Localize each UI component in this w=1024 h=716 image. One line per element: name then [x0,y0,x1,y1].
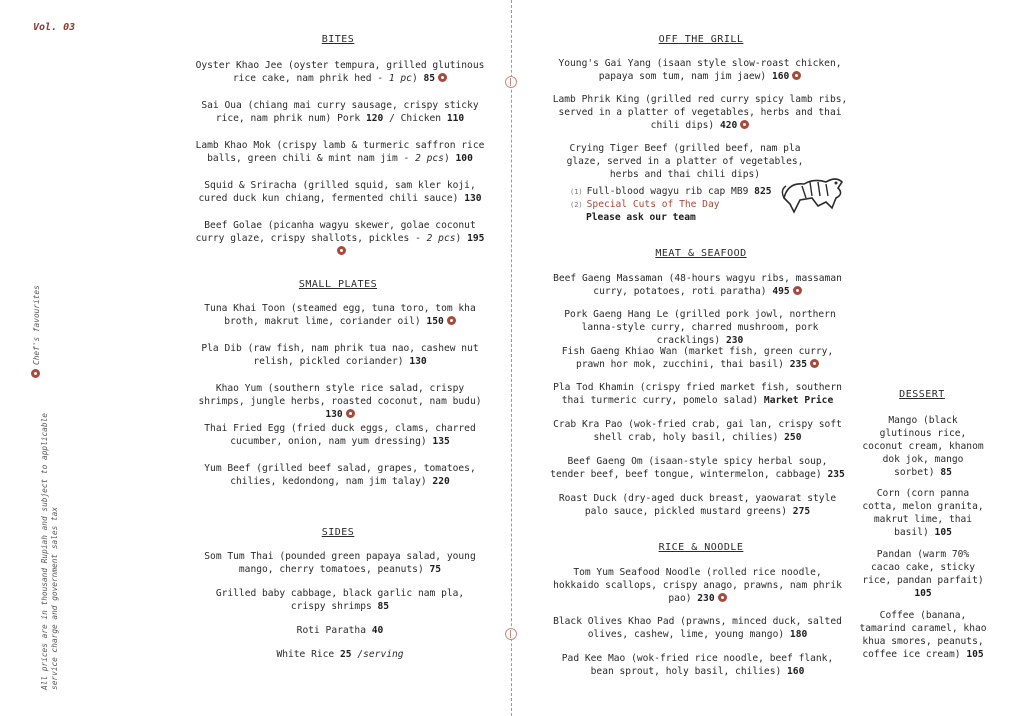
chef-favourite-icon [447,316,456,325]
chef-favourite-icon [740,120,749,129]
menu-item: Roast Duck (dry-aged duck breast, yaowarat style palo sauce, pickled mustard greens) 275 [558,493,837,517]
menu-item: Grilled baby cabbage, black garlic nam pla, crispy shrimps 85 [215,588,465,612]
menu-item: Corn (corn panna cotta, melon granita, makrut lime, thai basil) 105 [862,488,984,538]
ring-binding-icon [505,76,517,88]
price-note-line: All prices are in thousand Rupiah and subject to applicable [40,413,49,690]
tiger-illustration-icon [778,168,848,216]
chef-favourite-icon [346,409,355,418]
menu-item: Pandan (warm 70% cacao cake, sticky rice, pandan parfait) 105 [862,549,984,599]
chef-favourite-icon [718,593,727,602]
favourites-legend [31,285,41,378]
section-title-dessert: DESSERT [899,389,945,400]
menu-item: Mango (black glutinous rice, coconut cream, khanom dok jok, mango sorbet) 85 [862,415,984,478]
menu-option: (1) Full-blood wagyu rib cap MB9 825 [570,186,772,197]
favourites-label: Chef's favourites [32,285,41,365]
section-title-small-plates: SMALL PLATES [298,279,378,290]
chef-favourite-icon [31,369,40,378]
menu-item: Coffee (banana, tamarind caramel, khao khua smores, peanuts, coffee ice cream) 105 [859,610,987,660]
menu-item: Squid & Sriracha (grilled squid, sam kler koji, cured duck kun chiang, fermented chili sauce) 130 [198,180,482,204]
chef-favourite-icon [337,246,346,255]
menu-item: Young's Gai Yang (isaan style slow-roast chicken, papaya som tum, nam jim jaew) 160 [558,58,842,82]
chef-favourite-icon [810,359,819,368]
section-title-rice-noodle: RICE & NOODLE [658,542,744,553]
section-title-meat-seafood: MEAT & SEAFOOD [655,248,747,259]
menu-item: Tuna Khai Toon (steamed egg, tuna toro, tom kha broth, makrut lime, coriander oil) 150 [204,303,476,327]
menu-item: Black Olives Khao Pad (prawns, minced duck, salted olives, cashew, lime, young mango) 180 [553,616,842,640]
volume-label: Vol. 03 [33,22,76,33]
menu-item: White Rice 25 /serving [276,649,404,660]
menu-item: Oyster Khao Jee (oyster tempura, grilled glutinous rice cake, nam phrik hed - 1 pc) 85 [195,60,485,84]
menu-item: Thai Fried Egg (fried duck eggs, clams, charred cucumber, onion, nam yum dressing) 135 [204,423,476,447]
menu-item: Lamb Phrik King (grilled red curry spicy lamb ribs, served in a platter of vegetables, herbs and thai chili dips) 420 [552,94,848,131]
menu-item: Beef Gaeng Massaman (48-hours wagyu ribs, massaman curry, potatoes, roti paratha) 495 [553,273,842,297]
menu-item: Som Tum Thai (pounded green papaya salad, young mango, cherry tomatoes, peanuts) 75 [204,551,476,575]
menu-item: Yum Beef (grilled beef salad, grapes, tomatoes, chilies, kedondong, nam jim talay) 220 [204,463,476,487]
menu-item: Fish Gaeng Khiao Wan (market fish, green curry, prawn hor mok, zucchini, thai basil) 235 [561,346,834,370]
menu-item: Khao Yum (southern style rice salad, crispy shrimps, jungle herbs, roasted coconut, nam budu) 130 [198,383,482,420]
menu-item: Pad Kee Mao (wok-fried rice noodle, beef flank, bean sprout, holy basil, chilies) 160 [561,653,834,677]
chef-favourite-icon [792,71,801,80]
section-title-bites: BITES [321,34,355,45]
menu-item: Tom Yum Seafood Noodle (rolled rice noodle, hokkaido scallops, crispy anago, prawns, nam phrik pao) 230 [553,567,842,604]
menu-item: Beef Gaeng Om (isaan-style spicy herbal soup, tender beef, beef tongue, wintermelon, cabbage) 235 [550,456,845,480]
ask-team-note: Please ask our team [586,212,696,223]
menu-item: Crying Tiger Beef (grilled beef, nam pla glaze, served in a platter of vegetables, herbs and thai chili dips) [566,143,804,180]
menu-item: Pla Tod Khamin (crispy fried market fish, southern thai turmeric curry, pomelo salad) Market Price [553,382,842,406]
page-divider [511,0,512,716]
menu-item: Roti Paratha 40 [296,625,384,636]
section-title-sides: SIDES [321,527,355,538]
price-note [40,413,60,690]
menu-item: Pla Dib (raw fish, nam phrik tua nao, cashew nut relish, pickled coriander) 130 [201,343,479,367]
section-title-off-the-grill: OFF THE GRILL [658,34,744,45]
menu-item: Beef Golae (picanha wagyu skewer, golae coconut curry glaze, crispy shallots, pickles - 2 pcs) 195 [190,219,490,258]
price-note-line: service charge and government sales tax [50,506,59,690]
ring-binding-icon [505,628,517,640]
menu-item: Lamb Khao Mok (crispy lamb & turmeric saffron rice balls, green chili & mint nam jim - 2 pcs) 100 [195,140,485,164]
menu-item: Pork Gaeng Hang Le (grilled pork jowl, northern lanna-style curry, charred mushroom, pork cracklings) 230 [564,309,836,346]
menu-option: (2) Special Cuts of The Day [570,199,720,210]
chef-favourite-icon [793,286,802,295]
menu-item: Sai Oua (chiang mai curry sausage, crispy sticky rice, nam phrik num) Pork 120 / Chicken 110 [201,100,479,124]
chef-favourite-icon [438,73,447,82]
menu-item: Crab Kra Pao (wok-fried crab, gai lan, crispy soft shell crab, holy basil, chilies) 250 [553,419,842,443]
